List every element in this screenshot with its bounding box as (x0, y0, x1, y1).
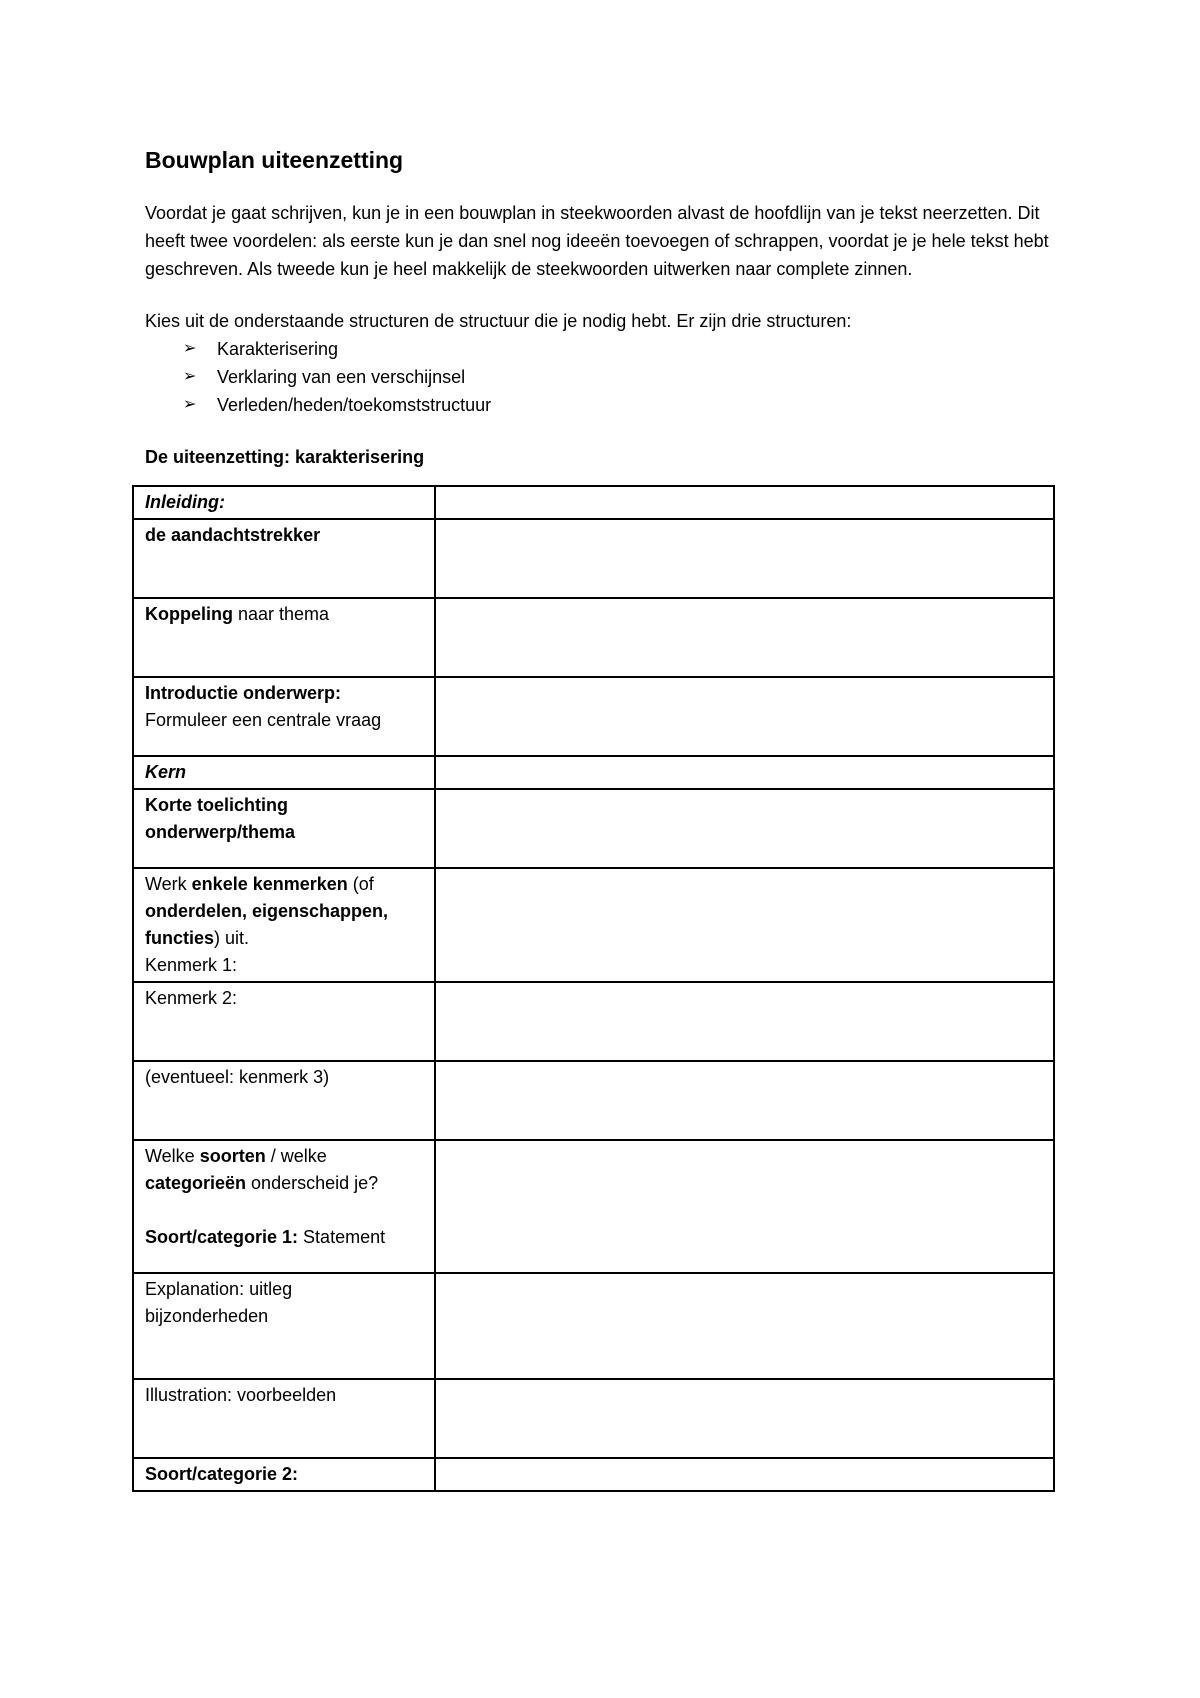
table-row (133, 1458, 1054, 1491)
answer-cell[interactable] (435, 486, 1054, 519)
answer-cell[interactable] (435, 677, 1054, 756)
answer-cell[interactable] (435, 1458, 1054, 1491)
outline-table (132, 485, 1055, 1492)
table-row (133, 982, 1054, 1061)
answer-cell[interactable] (435, 756, 1054, 789)
answer-cell[interactable] (435, 1061, 1054, 1140)
table-row (133, 519, 1054, 598)
table-row (133, 1379, 1054, 1458)
table-row (133, 677, 1054, 756)
answer-cell[interactable] (435, 982, 1054, 1061)
table-row (133, 868, 1054, 982)
structures-list (145, 335, 1058, 419)
table-row (133, 789, 1054, 868)
answer-cell[interactable] (435, 789, 1054, 868)
table-row (133, 486, 1054, 519)
row-label: Kenmerk 2: (133, 982, 435, 1061)
row-label: Koppeling naar thema (133, 598, 435, 677)
arrow-bullet-icon: ➢ (183, 340, 197, 357)
list-item: ➢ Verklaring van een verschijnsel (183, 363, 1058, 391)
table-row (133, 1140, 1054, 1273)
row-label: Explanation: uitleg bijzonderheden (133, 1273, 435, 1379)
answer-cell[interactable] (435, 1273, 1054, 1379)
page-title: Bouwplan uiteenzetting (145, 147, 404, 173)
row-label: (eventueel: kenmerk 3) (133, 1061, 435, 1140)
section-title: De uiteenzetting: karakterisering (145, 447, 425, 467)
table-row (133, 756, 1054, 789)
answer-cell[interactable] (435, 868, 1054, 982)
answer-cell[interactable] (435, 1379, 1054, 1458)
structures-intro: Kies uit de onderstaande structuren de structuur die je nodig hebt. Er zijn drie structuren: (145, 311, 852, 331)
answer-cell[interactable] (435, 1140, 1054, 1273)
row-label: Werk enkele kenmerken (of onderdelen, eigenschappen, functies) uit. Kenmerk 1: (133, 868, 435, 982)
table-row (133, 1061, 1054, 1140)
list-item: ➢ Verleden/heden/toekomststructuur (183, 391, 1058, 419)
row-label: Illustration: voorbeelden (133, 1379, 435, 1458)
document-page (145, 145, 1058, 1492)
row-label: Kern (133, 756, 435, 789)
row-label: Welke soorten / welke categorieën onderscheid je? Soort/categorie 1: Statement (133, 1140, 435, 1273)
row-label: Introductie onderwerp: Formuleer een centrale vraag (133, 677, 435, 756)
intro-paragraph: Voordat je gaat schrijven, kun je in een bouwplan in steekwoorden alvast de hoofdlijn van je tekst neerzetten. Dit heeft twee voordelen: als eerste kun je dan snel nog ideeën toevoegen of schrappen, voordat je je hele tekst hebt geschreven. Als tweede kun je heel makkelijk de steekwoorden uitwerken naar complete zinnen. (145, 203, 1049, 279)
table-row (133, 598, 1054, 677)
row-label: Inleiding: (133, 486, 435, 519)
row-label: Soort/categorie 2: (133, 1458, 435, 1491)
answer-cell[interactable] (435, 598, 1054, 677)
arrow-bullet-icon: ➢ (183, 396, 197, 413)
row-label: de aandachtstrekker (133, 519, 435, 598)
row-label: Korte toelichting onderwerp/thema (133, 789, 435, 868)
list-item: ➢ Karakterisering (183, 335, 1058, 363)
table-row (133, 1273, 1054, 1379)
answer-cell[interactable] (435, 519, 1054, 598)
arrow-bullet-icon: ➢ (183, 368, 197, 385)
